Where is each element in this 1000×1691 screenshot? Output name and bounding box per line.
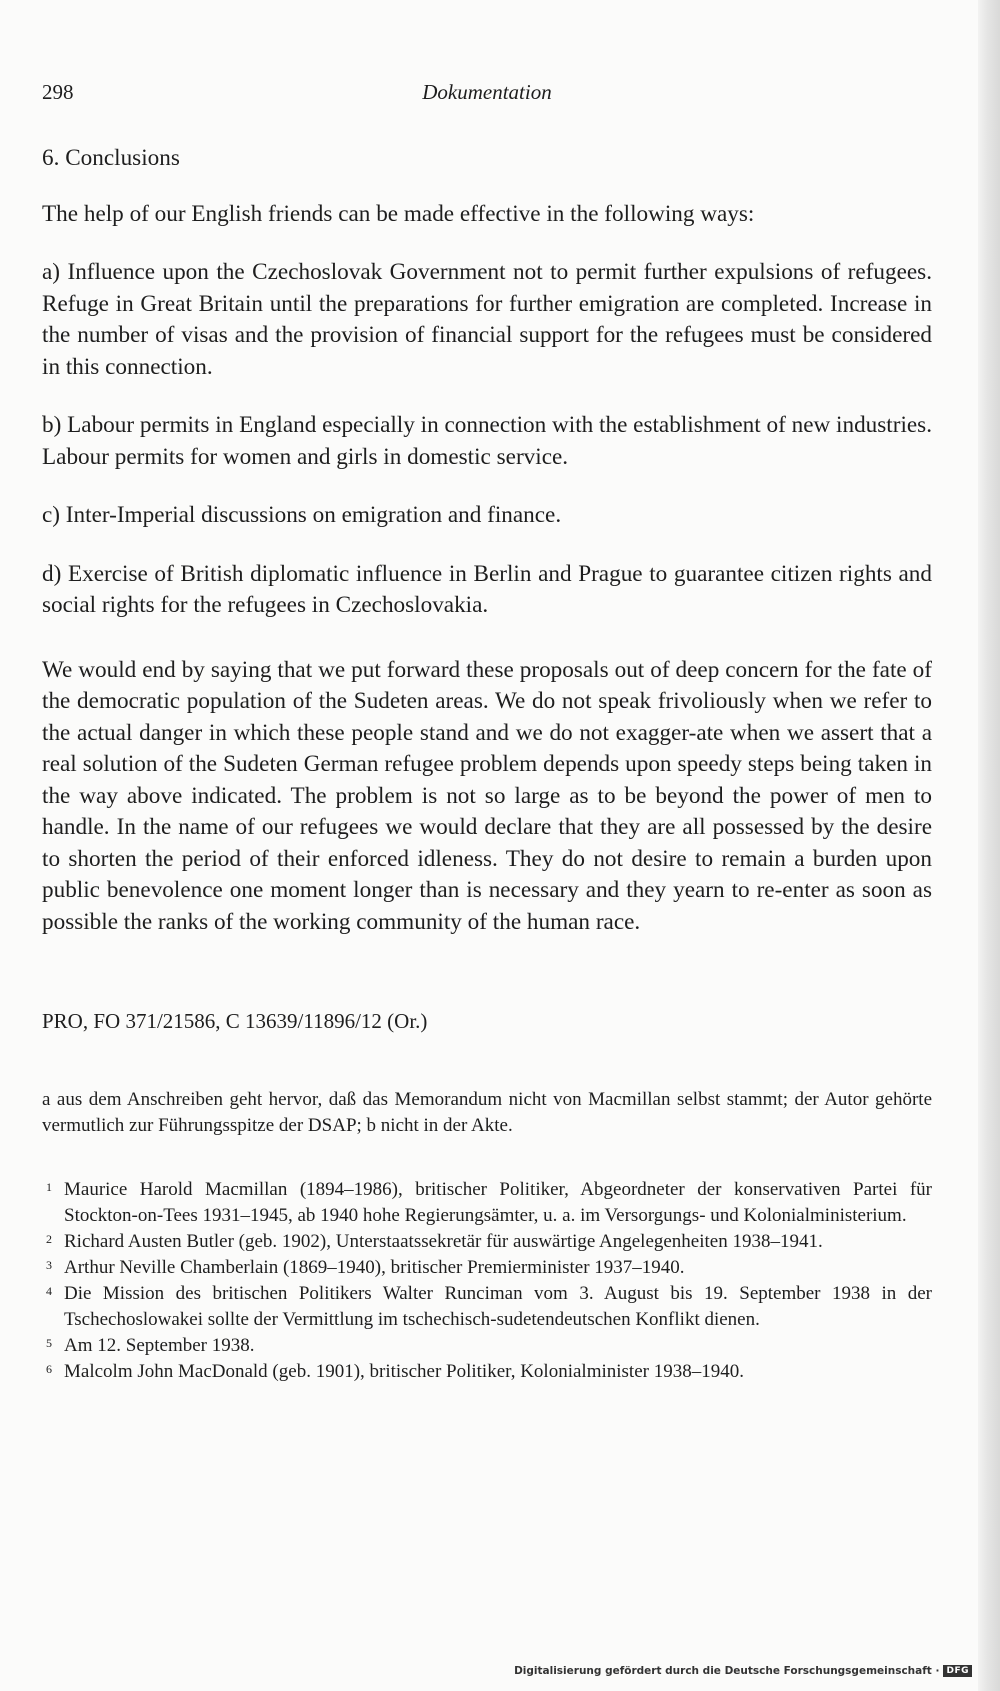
- source-reference: PRO, FO 371/21586, C 13639/11896/12 (Or.): [42, 1009, 428, 1033]
- footnote-number: 3: [46, 1258, 52, 1272]
- main-text: [42, 143, 932, 965]
- footnote: [42, 1255, 932, 1281]
- footnote-number: 2: [46, 1232, 52, 1246]
- footnote: [42, 1333, 932, 1359]
- footnotes: [42, 1177, 932, 1385]
- paragraph-d: d) Exercise of British diplomatic influence in Berlin and Prague to guarantee citizen rights and social rights for the refugees in Czechoslovakia.: [42, 560, 932, 618]
- paragraph-intro: The help of our English friends can be made effective in the following ways:: [42, 200, 755, 227]
- footnote-text: Die Mission des britischen Politikers Walter Runciman vom 3. August bis 19. September 1938 in der Tschechoslowakei sollte der Vermittlung im tschechisch-sudetendeutschen Konflikt dienen.: [64, 1283, 932, 1330]
- credit-text: Digitalisierung gefördert durch die Deutsche Forschungsgemeinschaft ·: [514, 1665, 940, 1677]
- paragraph-a: a) Influence upon the Czechoslovak Government not to permit further expulsions of refugees. Refuge in Great Britain until the preparations for further emigration are completed. Increase in the number of visas and the provision of financial support for the refugees must be considered in this connection.: [42, 259, 932, 380]
- footnote-text: Richard Austen Butler (geb. 1902), Unterstaatssekretär für auswärtige Angelegenheiten 1938–1941.: [64, 1231, 823, 1252]
- page-edge-shadow: [978, 0, 1000, 1691]
- paragraph-b: b) Labour permits in England especially in connection with the establishment of new industries. Labour permits for women and girls in domestic service.: [42, 412, 932, 470]
- text-notes: a aus dem Anschreiben geht hervor, daß das Memorandum nicht von Macmillan selbst stammt; der Autor gehörte vermutlich zur Führungsspitze der DSAP; b nicht in der Akte.: [42, 1089, 932, 1136]
- paragraph-conclusion: We would end by saying that we put forward these proposals out of deep concern for the fate of the democratic population of the Sudeten areas. We do not speak frivoliously when we refer to the actual danger in which these people stand and we do not exagger-ate when we assert that a real solution of the Sudeten German refugee problem depends upon speedy steps being taken in the way above indicated. The problem is not so large as to be beyond the power of men to handle. In the name of our refugees we would declare that they are all possessed by the desire to shorten the period of their enforced idleness. They do not desire to remain a burden upon public benevolence one moment longer than is necessary and they yearn to re-enter as soon as possible the ranks of the working community of the human race.: [42, 656, 932, 935]
- footnote-number: 5: [46, 1336, 52, 1350]
- page-header: [42, 80, 932, 110]
- section-heading: 6. Conclusions: [42, 145, 180, 171]
- running-head: Dokumentation: [422, 80, 552, 104]
- footnote-number: 1: [46, 1180, 52, 1194]
- footnote-text: Malcolm John MacDonald (geb. 1901), britischer Politiker, Kolonialminister 1938–1940.: [64, 1361, 744, 1382]
- dfg-logo-icon: DFG: [943, 1665, 972, 1677]
- footnote-text: Maurice Harold Macmillan (1894–1986), britischer Politiker, Abgeordneter der konservativen Partei für Stockton-on-Tees 1931–1945, ab 1940 hohe Regierungsämter, u. a. im Versorgungs- und Kolonialministerium.: [64, 1179, 932, 1226]
- footnote: [42, 1359, 932, 1385]
- footnote-text: Am 12. September 1938.: [64, 1335, 255, 1356]
- footnote: [42, 1229, 932, 1255]
- page-number: 298: [42, 80, 74, 104]
- paragraph-c: c) Inter-Imperial discussions on emigration and finance.: [42, 502, 562, 528]
- footnote-text: Arthur Neville Chamberlain (1869–1940), britischer Premierminister 1937–1940.: [64, 1257, 685, 1278]
- footnote: [42, 1281, 932, 1333]
- footnote-number: 4: [46, 1284, 52, 1298]
- digitization-credit: [514, 1665, 972, 1677]
- footnote: [42, 1177, 932, 1229]
- footnote-number: 6: [46, 1362, 52, 1376]
